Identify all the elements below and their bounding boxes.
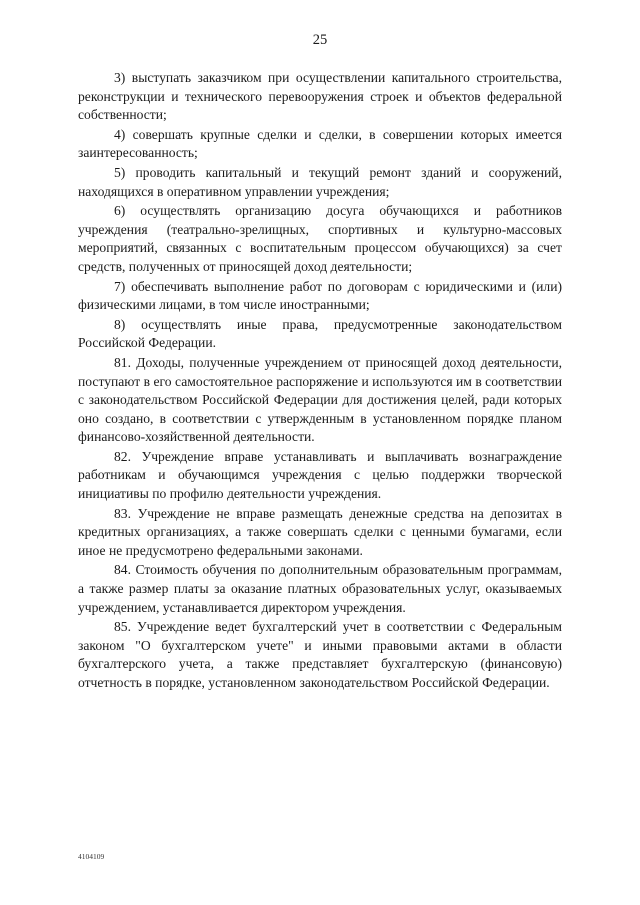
- clause-82: 82. Учреждение вправе устанавливать и выплачивать вознаграждение работникам и обучающимся учреждения с целью поддержки творческой инициативы по профилю деятельности учреждения.: [78, 448, 562, 502]
- page-number: 25: [312, 32, 328, 48]
- clause-85: 85. Учреждение ведет бухгалтерский учет в соответствии с Федеральным законом "О бухгалтерском учете" и иными правовыми актами в области бухгалтерского учета, а также представляет бухгалтерскую (финансовую) отчетность в порядке, установленном законодательством Российской Федерации.: [78, 619, 562, 690]
- document-body: [78, 69, 562, 693]
- paragraph-item-8: 8) осуществлять иные права, предусмотренные законодательством Российской Федерации.: [78, 316, 562, 351]
- paragraph-item-6: 6) осуществлять организацию досуга обучающихся и работников учреждения (театрально-зрелищных, спортивных и культурно-массовых мероприятий, связанных с воспитательным процессом обучающихся) за счет средств, полученных от приносящей доход деятельности;: [78, 203, 562, 274]
- paragraph-item-4: 4) совершать крупные сделки и сделки, в совершении которых имеется заинтересованность;: [78, 126, 562, 161]
- document-code: 4104109: [78, 852, 105, 861]
- paragraph-item-3: 3) выступать заказчиком при осуществлении капитального строительства, реконструкции и технического перевооружения строек и объектов федеральной собственности;: [78, 70, 562, 123]
- paragraph-item-7: 7) обеспечивать выполнение работ по договорам с юридическими и (или) физическими лицами, в том числе иностранными;: [78, 278, 562, 313]
- paragraph-item-5: 5) проводить капитальный и текущий ремонт зданий и сооружений, находящихся в оперативном управлении учреждения;: [78, 164, 562, 199]
- clause-81: 81. Доходы, полученные учреждением от приносящей доход деятельности, поступают в его самостоятельное распоряжение и используются им в соответствии с законодательством Российской Федерации для достижения целей, ради которых оно создано, в соответствии с утвержденным в установленном порядке планом финансово-хозяйственной деятельности.: [78, 354, 562, 445]
- clause-83: 83. Учреждение не вправе размещать денежные средства на депозитах в кредитных организациях, а также совершать сделки с ценными бумагами, если иное не предусмотрено федеральными законами.: [78, 505, 562, 558]
- clause-84: 84. Стоимость обучения по дополнительным образовательным программам, а также размер платы за оказание платных образовательных услуг, оказываемых учреждением, устанавливается директором учреждения.: [78, 562, 562, 615]
